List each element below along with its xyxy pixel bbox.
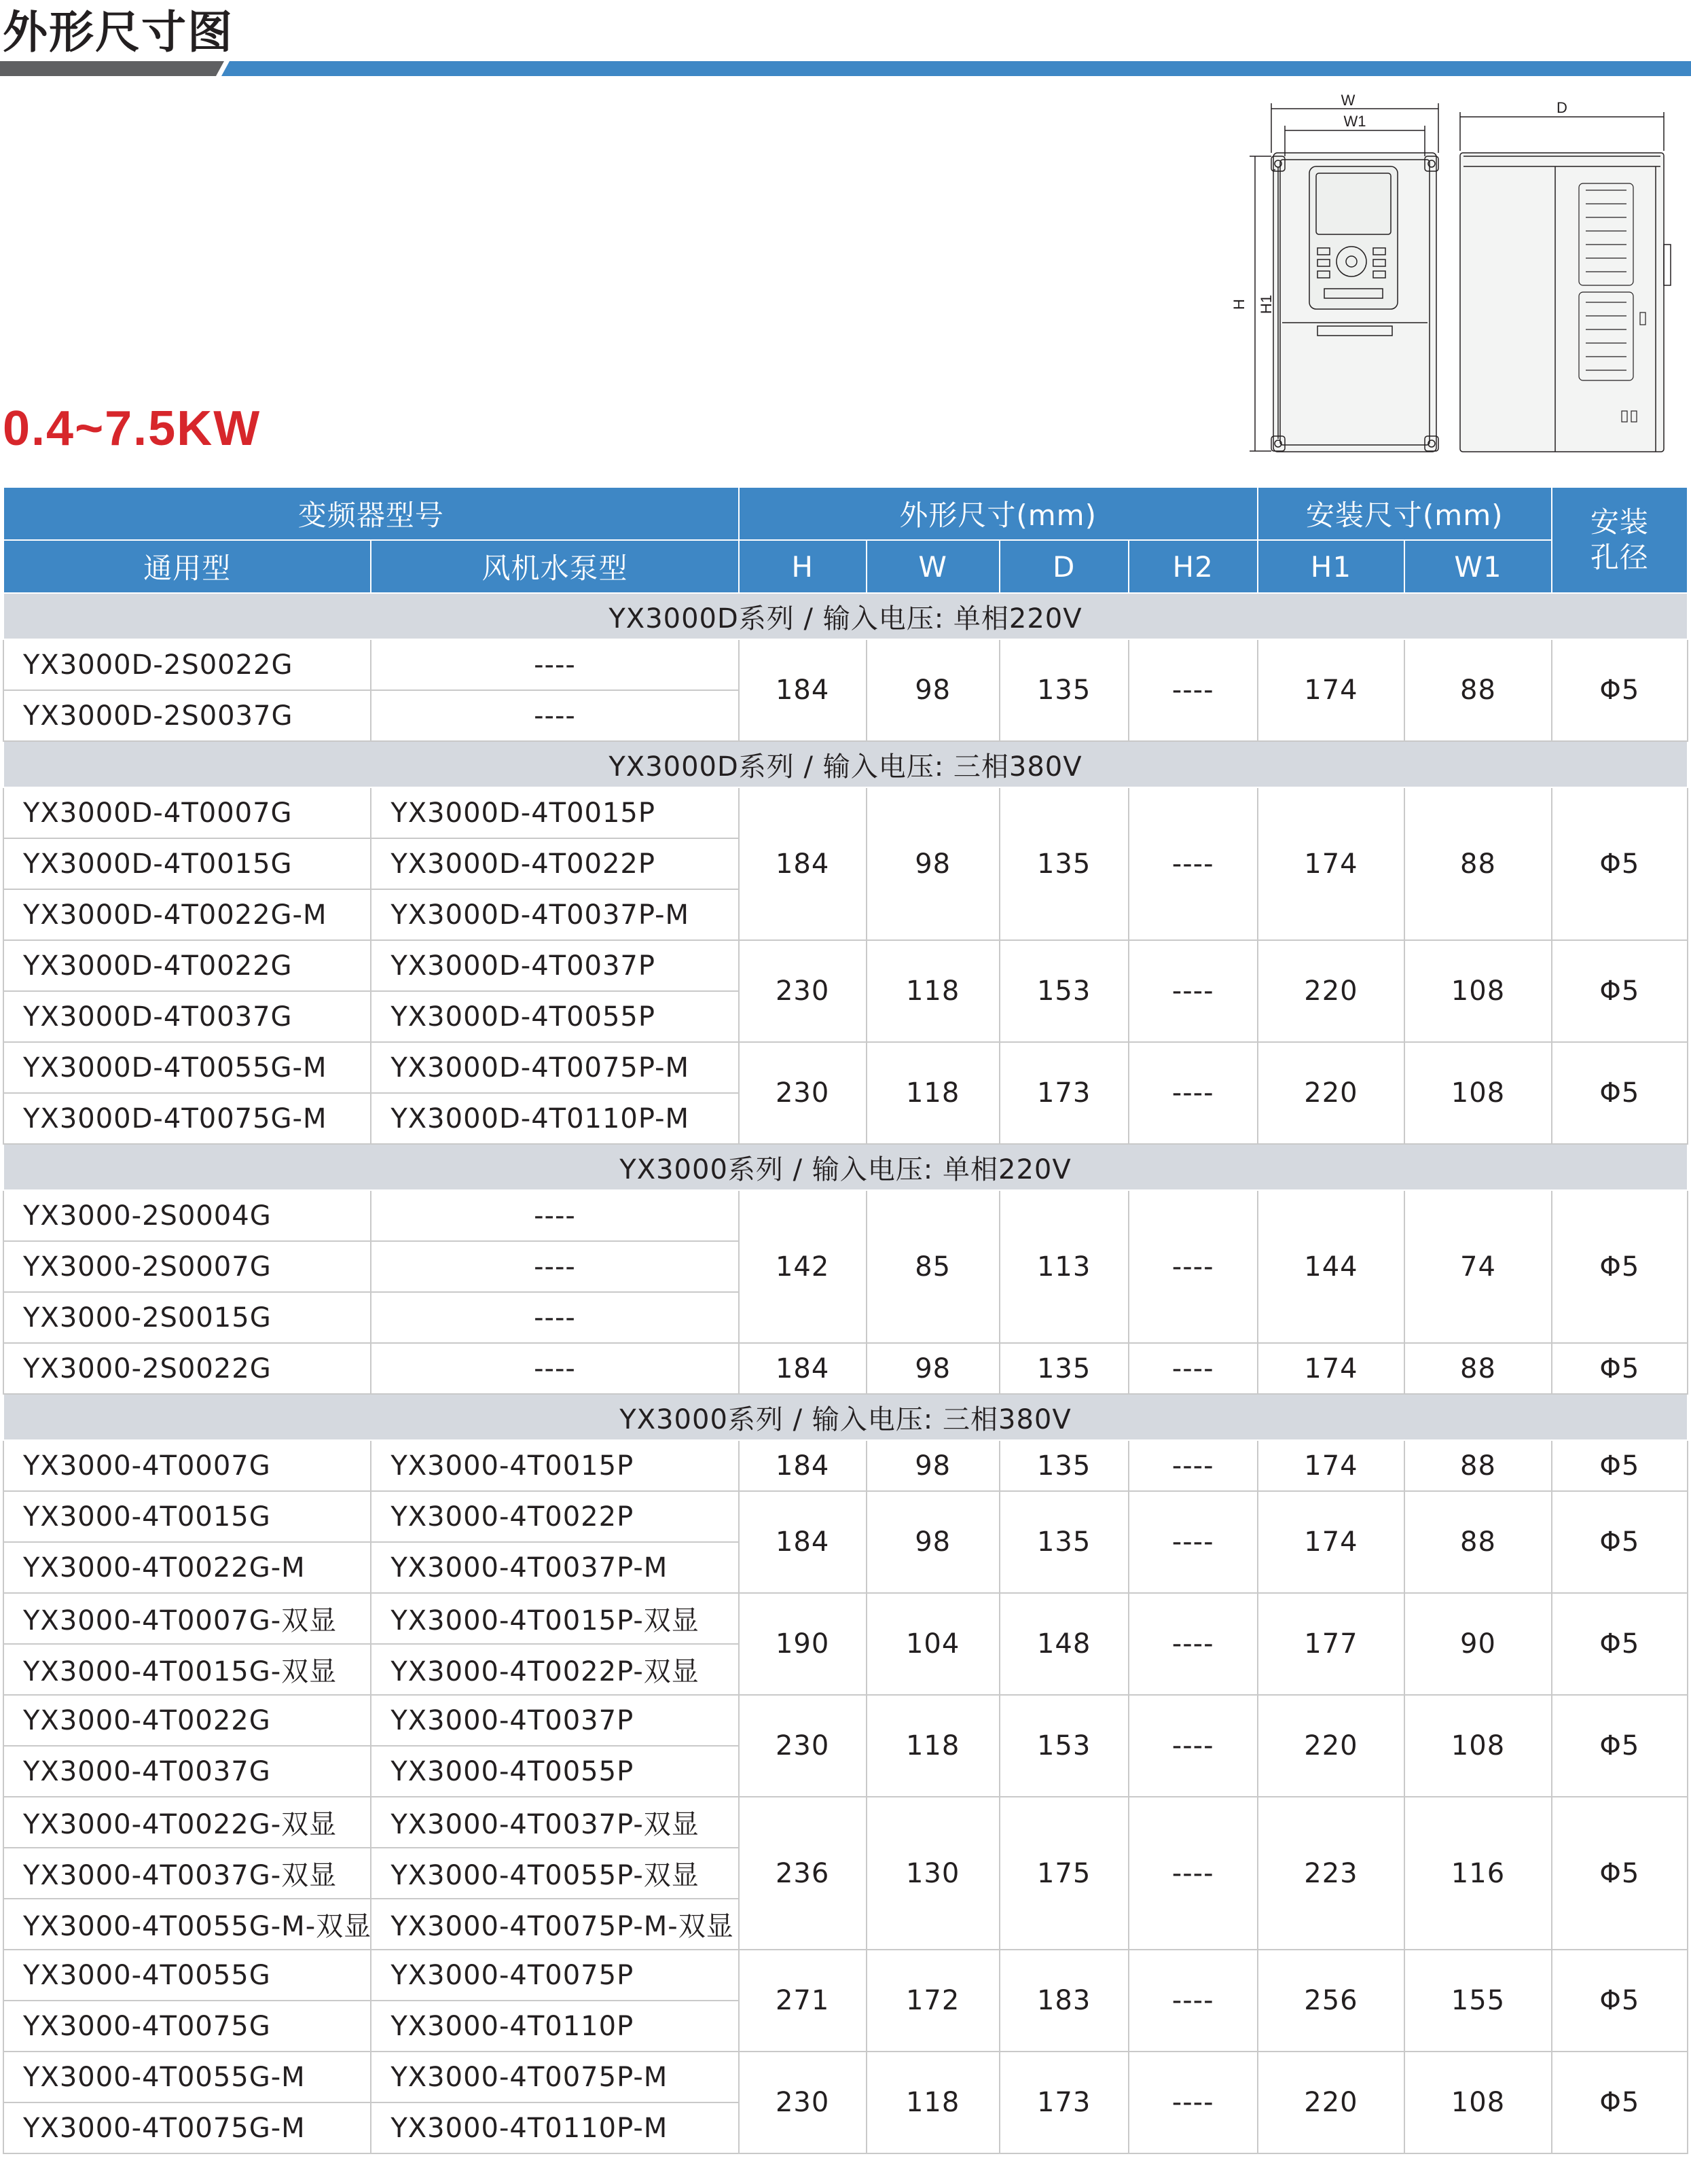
value-h1: 220 <box>1258 1695 1405 1797</box>
value-h: 184 <box>739 639 867 741</box>
value-h1: 174 <box>1258 639 1405 741</box>
general-model: YX3000-2S0015G <box>3 1292 371 1343</box>
value-w: 98 <box>867 1491 1000 1593</box>
value-w1: 108 <box>1404 1695 1552 1797</box>
value-h: 271 <box>739 1950 867 2052</box>
value-w1: 155 <box>1404 1950 1552 2052</box>
value-h: 184 <box>739 1343 867 1394</box>
value-h2: ---- <box>1129 1190 1258 1343</box>
general-model: YX3000-4T0022G-M <box>3 1542 371 1593</box>
fan-pump-model: YX3000-4T0037P <box>371 1695 738 1746</box>
section-title: YX3000系列 / 输入电压: 三相380V <box>3 1394 1688 1440</box>
general-model: YX3000-2S0004G <box>3 1190 371 1241</box>
fan-pump-model: ---- <box>371 1241 738 1292</box>
value-h1: 220 <box>1258 940 1405 1042</box>
value-h1: 174 <box>1258 787 1405 940</box>
value-h2: ---- <box>1129 639 1258 741</box>
value-h2: ---- <box>1129 1797 1258 1950</box>
value-w: 118 <box>867 1042 1000 1144</box>
general-model: YX3000-4T0015G-双显 <box>3 1644 371 1695</box>
table-row <box>3 1042 1688 1093</box>
fan-pump-model: YX3000D-4T0022P <box>371 838 738 889</box>
value-h1: 174 <box>1258 1343 1405 1394</box>
header-install-size: 安装尺寸(mm) <box>1258 487 1552 540</box>
value-d: 135 <box>1000 1491 1129 1593</box>
fan-pump-model: YX3000-4T0022P-双显 <box>371 1644 738 1695</box>
header-hole-diameter <box>1552 487 1688 593</box>
value-w1: 108 <box>1404 2052 1552 2153</box>
value-d: 175 <box>1000 1797 1129 1950</box>
value-hole: Φ5 <box>1552 1950 1688 2052</box>
fan-pump-model: YX3000-4T0015P-双显 <box>371 1593 738 1644</box>
value-d: 113 <box>1000 1190 1129 1343</box>
section-title: YX3000D系列 / 输入电压: 单相220V <box>3 593 1688 639</box>
general-model: YX3000D-4T0037G <box>3 991 371 1042</box>
value-d: 135 <box>1000 1440 1129 1491</box>
subheader-d: D <box>1000 540 1129 593</box>
value-d: 153 <box>1000 1695 1129 1797</box>
value-w1: 88 <box>1404 1491 1552 1593</box>
value-h2: ---- <box>1129 1593 1258 1695</box>
fan-pump-model: YX3000-4T0037P-M <box>371 1542 738 1593</box>
value-hole: Φ5 <box>1552 1343 1688 1394</box>
general-model: YX3000-4T0022G <box>3 1695 371 1746</box>
general-model: YX3000D-4T0055G-M <box>3 1042 371 1093</box>
general-model: YX3000-4T0055G-M <box>3 2052 371 2102</box>
value-w: 130 <box>867 1797 1000 1950</box>
table-row <box>3 1797 1688 1848</box>
general-model: YX3000-4T0007G <box>3 1440 371 1491</box>
value-d: 183 <box>1000 1950 1129 2052</box>
value-h1: 174 <box>1258 1440 1405 1491</box>
value-w: 172 <box>867 1950 1000 2052</box>
fan-pump-model: YX3000D-4T0037P-M <box>371 889 738 940</box>
value-h2: ---- <box>1129 787 1258 940</box>
value-h: 230 <box>739 940 867 1042</box>
value-h: 184 <box>739 1491 867 1593</box>
section-header-row <box>3 741 1688 787</box>
general-model: YX3000D-4T0022G <box>3 940 371 991</box>
subheader-h: H <box>739 540 867 593</box>
value-h1: 256 <box>1258 1950 1405 2052</box>
value-h: 190 <box>739 1593 867 1695</box>
general-model: YX3000D-4T0075G-M <box>3 1093 371 1144</box>
value-h: 236 <box>739 1797 867 1950</box>
label-w1: W1 <box>1343 113 1366 130</box>
value-d: 173 <box>1000 2052 1129 2153</box>
general-model: YX3000D-2S0022G <box>3 639 371 690</box>
value-h2: ---- <box>1129 1042 1258 1144</box>
fan-pump-model: ---- <box>371 1343 738 1394</box>
value-w1: 90 <box>1404 1593 1552 1695</box>
value-h1: 223 <box>1258 1797 1405 1950</box>
section-header-row <box>3 1144 1688 1190</box>
header-hole-text: 安装孔径 <box>1590 505 1649 574</box>
table-row <box>3 1695 1688 1746</box>
value-hole: Φ5 <box>1552 1042 1688 1144</box>
fan-pump-model: YX3000-4T0110P-M <box>371 2102 738 2153</box>
fan-pump-model: YX3000-4T0037P-双显 <box>371 1797 738 1848</box>
value-w1: 88 <box>1404 787 1552 940</box>
fan-pump-model: YX3000D-4T0037P <box>371 940 738 991</box>
fan-pump-model: ---- <box>371 639 738 690</box>
value-h1: 220 <box>1258 2052 1405 2153</box>
general-model: YX3000-4T0075G <box>3 2001 371 2052</box>
value-w1: 88 <box>1404 639 1552 741</box>
value-w: 98 <box>867 639 1000 741</box>
table-row <box>3 1950 1688 2001</box>
value-w1: 88 <box>1404 1440 1552 1491</box>
value-h2: ---- <box>1129 1491 1258 1593</box>
general-model: YX3000-4T0022G-双显 <box>3 1797 371 1848</box>
value-w: 98 <box>867 1440 1000 1491</box>
table-row <box>3 1491 1688 1542</box>
value-h1: 144 <box>1258 1190 1405 1343</box>
table-row <box>3 1190 1688 1241</box>
value-h1: 220 <box>1258 1042 1405 1144</box>
general-model: YX3000D-4T0007G <box>3 787 371 838</box>
subheader-w: W <box>867 540 1000 593</box>
general-model: YX3000D-2S0037G <box>3 690 371 741</box>
value-hole: Φ5 <box>1552 1190 1688 1343</box>
table-row <box>3 787 1688 838</box>
fan-pump-model: YX3000-4T0110P <box>371 2001 738 2052</box>
value-w1: 108 <box>1404 1042 1552 1144</box>
subheader-h1: H1 <box>1258 540 1405 593</box>
dimension-drawing <box>1154 88 1684 469</box>
value-h2: ---- <box>1129 1950 1258 2052</box>
table-row <box>3 1343 1688 1394</box>
general-model: YX3000-4T0075G-M <box>3 2102 371 2153</box>
fan-pump-model: YX3000D-4T0075P-M <box>371 1042 738 1093</box>
fan-pump-model: YX3000D-4T0110P-M <box>371 1093 738 1144</box>
value-w1: 116 <box>1404 1797 1552 1950</box>
value-hole: Φ5 <box>1552 1491 1688 1593</box>
general-model: YX3000-4T0055G-M-双显 <box>3 1899 371 1950</box>
value-h: 230 <box>739 1695 867 1797</box>
value-h1: 177 <box>1258 1593 1405 1695</box>
general-model: YX3000D-4T0022G-M <box>3 889 371 940</box>
general-model: YX3000-2S0007G <box>3 1241 371 1292</box>
value-h1: 174 <box>1258 1491 1405 1593</box>
fan-pump-model: YX3000-4T0075P <box>371 1950 738 2001</box>
value-w1: 88 <box>1404 1343 1552 1394</box>
value-d: 135 <box>1000 639 1129 741</box>
label-h: H <box>1231 299 1248 310</box>
general-model: YX3000-4T0007G-双显 <box>3 1593 371 1644</box>
value-hole: Φ5 <box>1552 2052 1688 2153</box>
value-h: 184 <box>739 1440 867 1491</box>
title-underline-bar <box>0 61 1691 76</box>
label-h1: H1 <box>1258 294 1275 315</box>
header-model: 变频器型号 <box>3 487 739 540</box>
section-header-row <box>3 1394 1688 1440</box>
value-hole: Φ5 <box>1552 1695 1688 1797</box>
fan-pump-model: ---- <box>371 690 738 741</box>
spec-table-body <box>3 593 1688 2153</box>
table-row <box>3 2052 1688 2102</box>
value-h2: ---- <box>1129 1343 1258 1394</box>
value-d: 148 <box>1000 1593 1129 1695</box>
fan-pump-model: ---- <box>371 1292 738 1343</box>
value-w: 118 <box>867 2052 1000 2153</box>
value-d: 135 <box>1000 1343 1129 1394</box>
value-h2: ---- <box>1129 1440 1258 1491</box>
subheader-w1: W1 <box>1404 540 1552 593</box>
general-model: YX3000-4T0015G <box>3 1491 371 1542</box>
label-w: W <box>1341 92 1356 109</box>
general-model: YX3000-4T0037G-双显 <box>3 1848 371 1899</box>
section-title: YX3000D系列 / 输入电压: 三相380V <box>3 741 1688 787</box>
value-w: 118 <box>867 940 1000 1042</box>
value-hole: Φ5 <box>1552 1440 1688 1491</box>
section-header-row <box>3 593 1688 639</box>
value-w: 85 <box>867 1190 1000 1343</box>
value-w1: 108 <box>1404 940 1552 1042</box>
value-w: 104 <box>867 1593 1000 1695</box>
value-hole: Φ5 <box>1552 787 1688 940</box>
value-h2: ---- <box>1129 940 1258 1042</box>
value-h2: ---- <box>1129 1695 1258 1797</box>
fan-pump-model: YX3000D-4T0015P <box>371 787 738 838</box>
value-w: 118 <box>867 1695 1000 1797</box>
fan-pump-model: YX3000-4T0015P <box>371 1440 738 1491</box>
table-row <box>3 639 1688 690</box>
fan-pump-model: YX3000D-4T0055P <box>371 991 738 1042</box>
table-row <box>3 1593 1688 1644</box>
value-d: 173 <box>1000 1042 1129 1144</box>
value-h: 142 <box>739 1190 867 1343</box>
subheader-general: 通用型 <box>3 540 371 593</box>
fan-pump-model: YX3000-4T0075P-M <box>371 2052 738 2102</box>
page-title: 外形尺寸图 <box>3 6 234 58</box>
dimension-spec-table <box>3 486 1688 2154</box>
general-model: YX3000-4T0037G <box>3 1746 371 1797</box>
value-w: 98 <box>867 787 1000 940</box>
fan-pump-model: YX3000-4T0055P <box>371 1746 738 1797</box>
value-h: 230 <box>739 2052 867 2153</box>
table-row <box>3 1440 1688 1491</box>
general-model: YX3000-2S0022G <box>3 1343 371 1394</box>
value-hole: Φ5 <box>1552 1797 1688 1950</box>
value-d: 153 <box>1000 940 1129 1042</box>
value-d: 135 <box>1000 787 1129 940</box>
label-d: D <box>1557 99 1567 116</box>
fan-pump-model: YX3000-4T0022P <box>371 1491 738 1542</box>
value-hole: Φ5 <box>1552 1593 1688 1695</box>
value-w1: 74 <box>1404 1190 1552 1343</box>
table-row <box>3 940 1688 991</box>
general-model: YX3000D-4T0015G <box>3 838 371 889</box>
value-w: 98 <box>867 1343 1000 1394</box>
subheader-fan-pump: 风机水泵型 <box>371 540 738 593</box>
value-h2: ---- <box>1129 2052 1258 2153</box>
header-outline-size: 外形尺寸(mm) <box>739 487 1258 540</box>
subheader-h2: H2 <box>1129 540 1258 593</box>
power-range: 0.4~7.5KW <box>3 401 261 456</box>
fan-pump-model: YX3000-4T0055P-双显 <box>371 1848 738 1899</box>
value-hole: Φ5 <box>1552 940 1688 1042</box>
fan-pump-model: ---- <box>371 1190 738 1241</box>
fan-pump-model: YX3000-4T0075P-M-双显 <box>371 1899 738 1950</box>
value-h: 184 <box>739 787 867 940</box>
value-hole: Φ5 <box>1552 639 1688 741</box>
general-model: YX3000-4T0055G <box>3 1950 371 2001</box>
section-title: YX3000系列 / 输入电压: 单相220V <box>3 1144 1688 1190</box>
value-h: 230 <box>739 1042 867 1144</box>
